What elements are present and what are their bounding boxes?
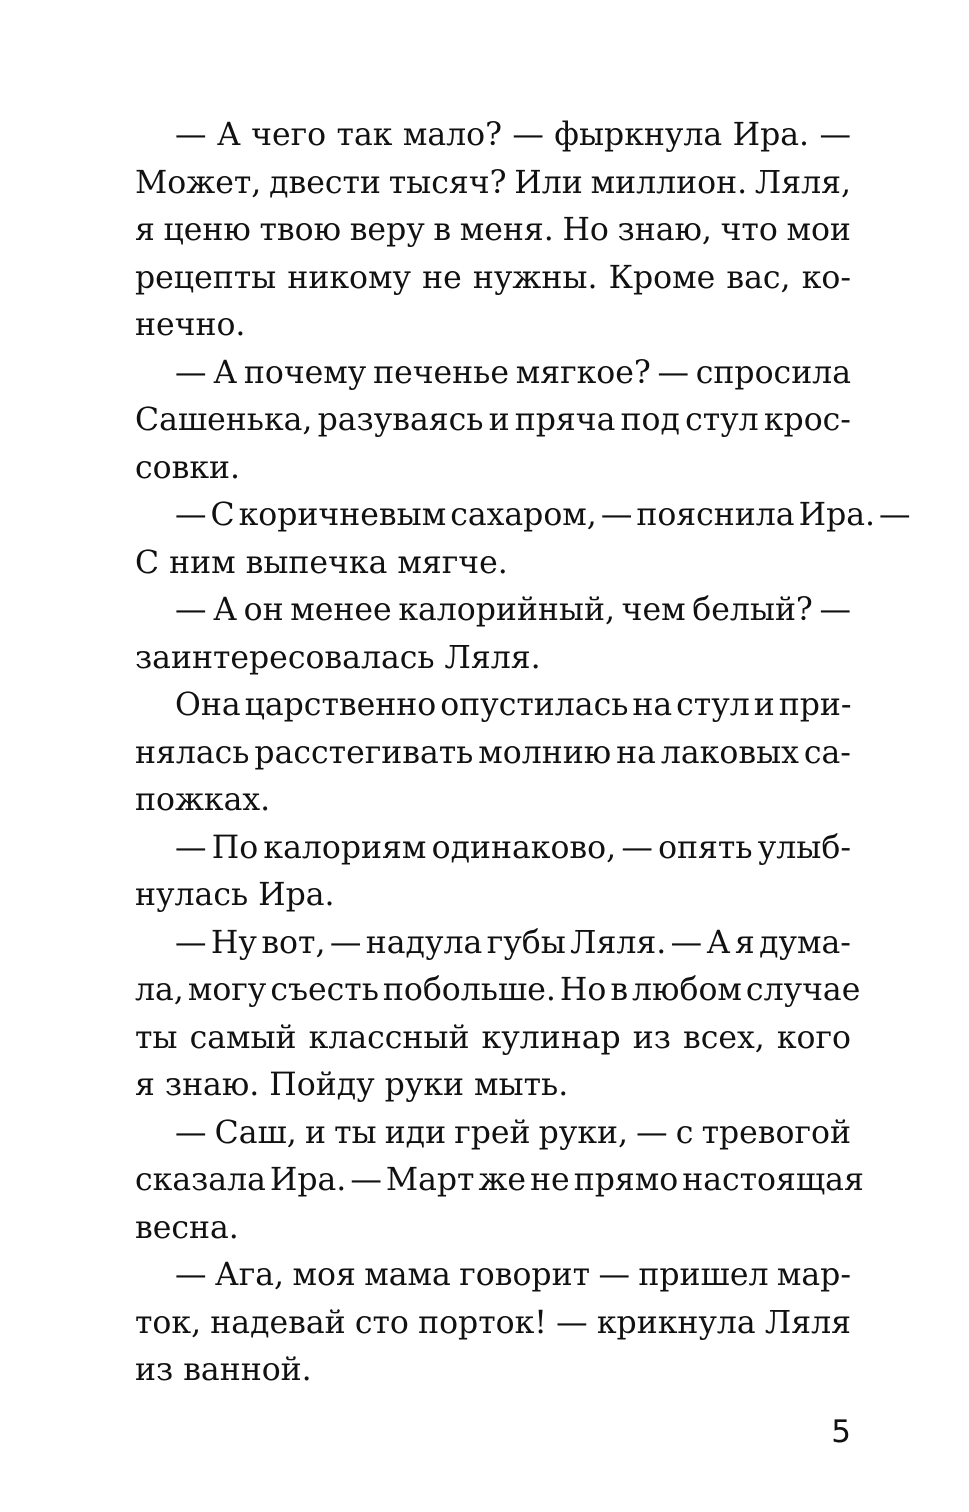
text-line: пожках. [135, 782, 271, 818]
page-body-text [135, 112, 911, 1395]
paragraph-7 [135, 920, 861, 1110]
paragraph-4 [135, 587, 851, 682]
text-line: — Саш, и ты иди грей руки, — с тревогой [175, 1114, 851, 1151]
text-line: — Ага, моя мама говорит — пришел мар- [175, 1257, 851, 1293]
text-line: весна. [135, 1209, 239, 1246]
text-line: из ванной. [135, 1352, 312, 1388]
text-line: Сашенька, разуваясь и пряча под стул крос- [135, 402, 851, 438]
text-line: рецепты никому не нужны. Кроме вас, ко- [135, 259, 851, 296]
text-line: — Ну вот, — надула губы Ляля. — А я дума- [175, 924, 851, 961]
text-line: — А чего так мало? — фыркнула Ира. — [175, 117, 851, 153]
text-line: — А он менее калорийный, чем белый? — [175, 592, 851, 628]
text-line: — А почему печенье мягкое? — спросила [175, 354, 851, 391]
text-line: заинтересовалась Ляля. [135, 639, 541, 676]
text-line: ты самый классный кулинар из всех, кого [135, 1019, 851, 1056]
text-line: я ценю твою веру в меня. Но знаю, что мои [135, 212, 851, 248]
paragraph-3 [135, 492, 911, 587]
paragraph-9 [135, 1252, 851, 1395]
paragraph-8 [135, 1110, 864, 1253]
text-line: Она царственно опустилась на стул и при- [175, 687, 852, 723]
paragraph-2 [135, 350, 851, 493]
text-line: нечно. [135, 307, 246, 343]
page-number: 5 [831, 1414, 851, 1450]
text-line: совки. [135, 449, 241, 486]
text-line: я знаю. Пойду руки мыть. [135, 1067, 569, 1103]
paragraph-6 [135, 825, 851, 920]
paragraph-5 [135, 682, 851, 825]
text-line: С ним выпечка мягче. [135, 544, 508, 581]
paragraph-1 [135, 112, 851, 350]
text-line: — С коричневым сахаром, — пояснила Ира. — [175, 497, 911, 533]
text-line: сказала Ира. — Март же не прямо настоящая [135, 1162, 864, 1198]
text-line: нулась Ира. [135, 877, 335, 913]
text-line: ток, надевай сто порток! — крикнула Ляля [135, 1304, 851, 1341]
text-line: нялась расстегивать молнию на лаковых са- [135, 734, 851, 771]
text-line: — По калориям одинаково, — опять улыб- [175, 829, 851, 866]
text-line: ла, могу съесть побольше. Но в любом случае [135, 972, 861, 1008]
text-line: Может, двести тысяч? Или миллион. Ляля, [135, 164, 851, 201]
